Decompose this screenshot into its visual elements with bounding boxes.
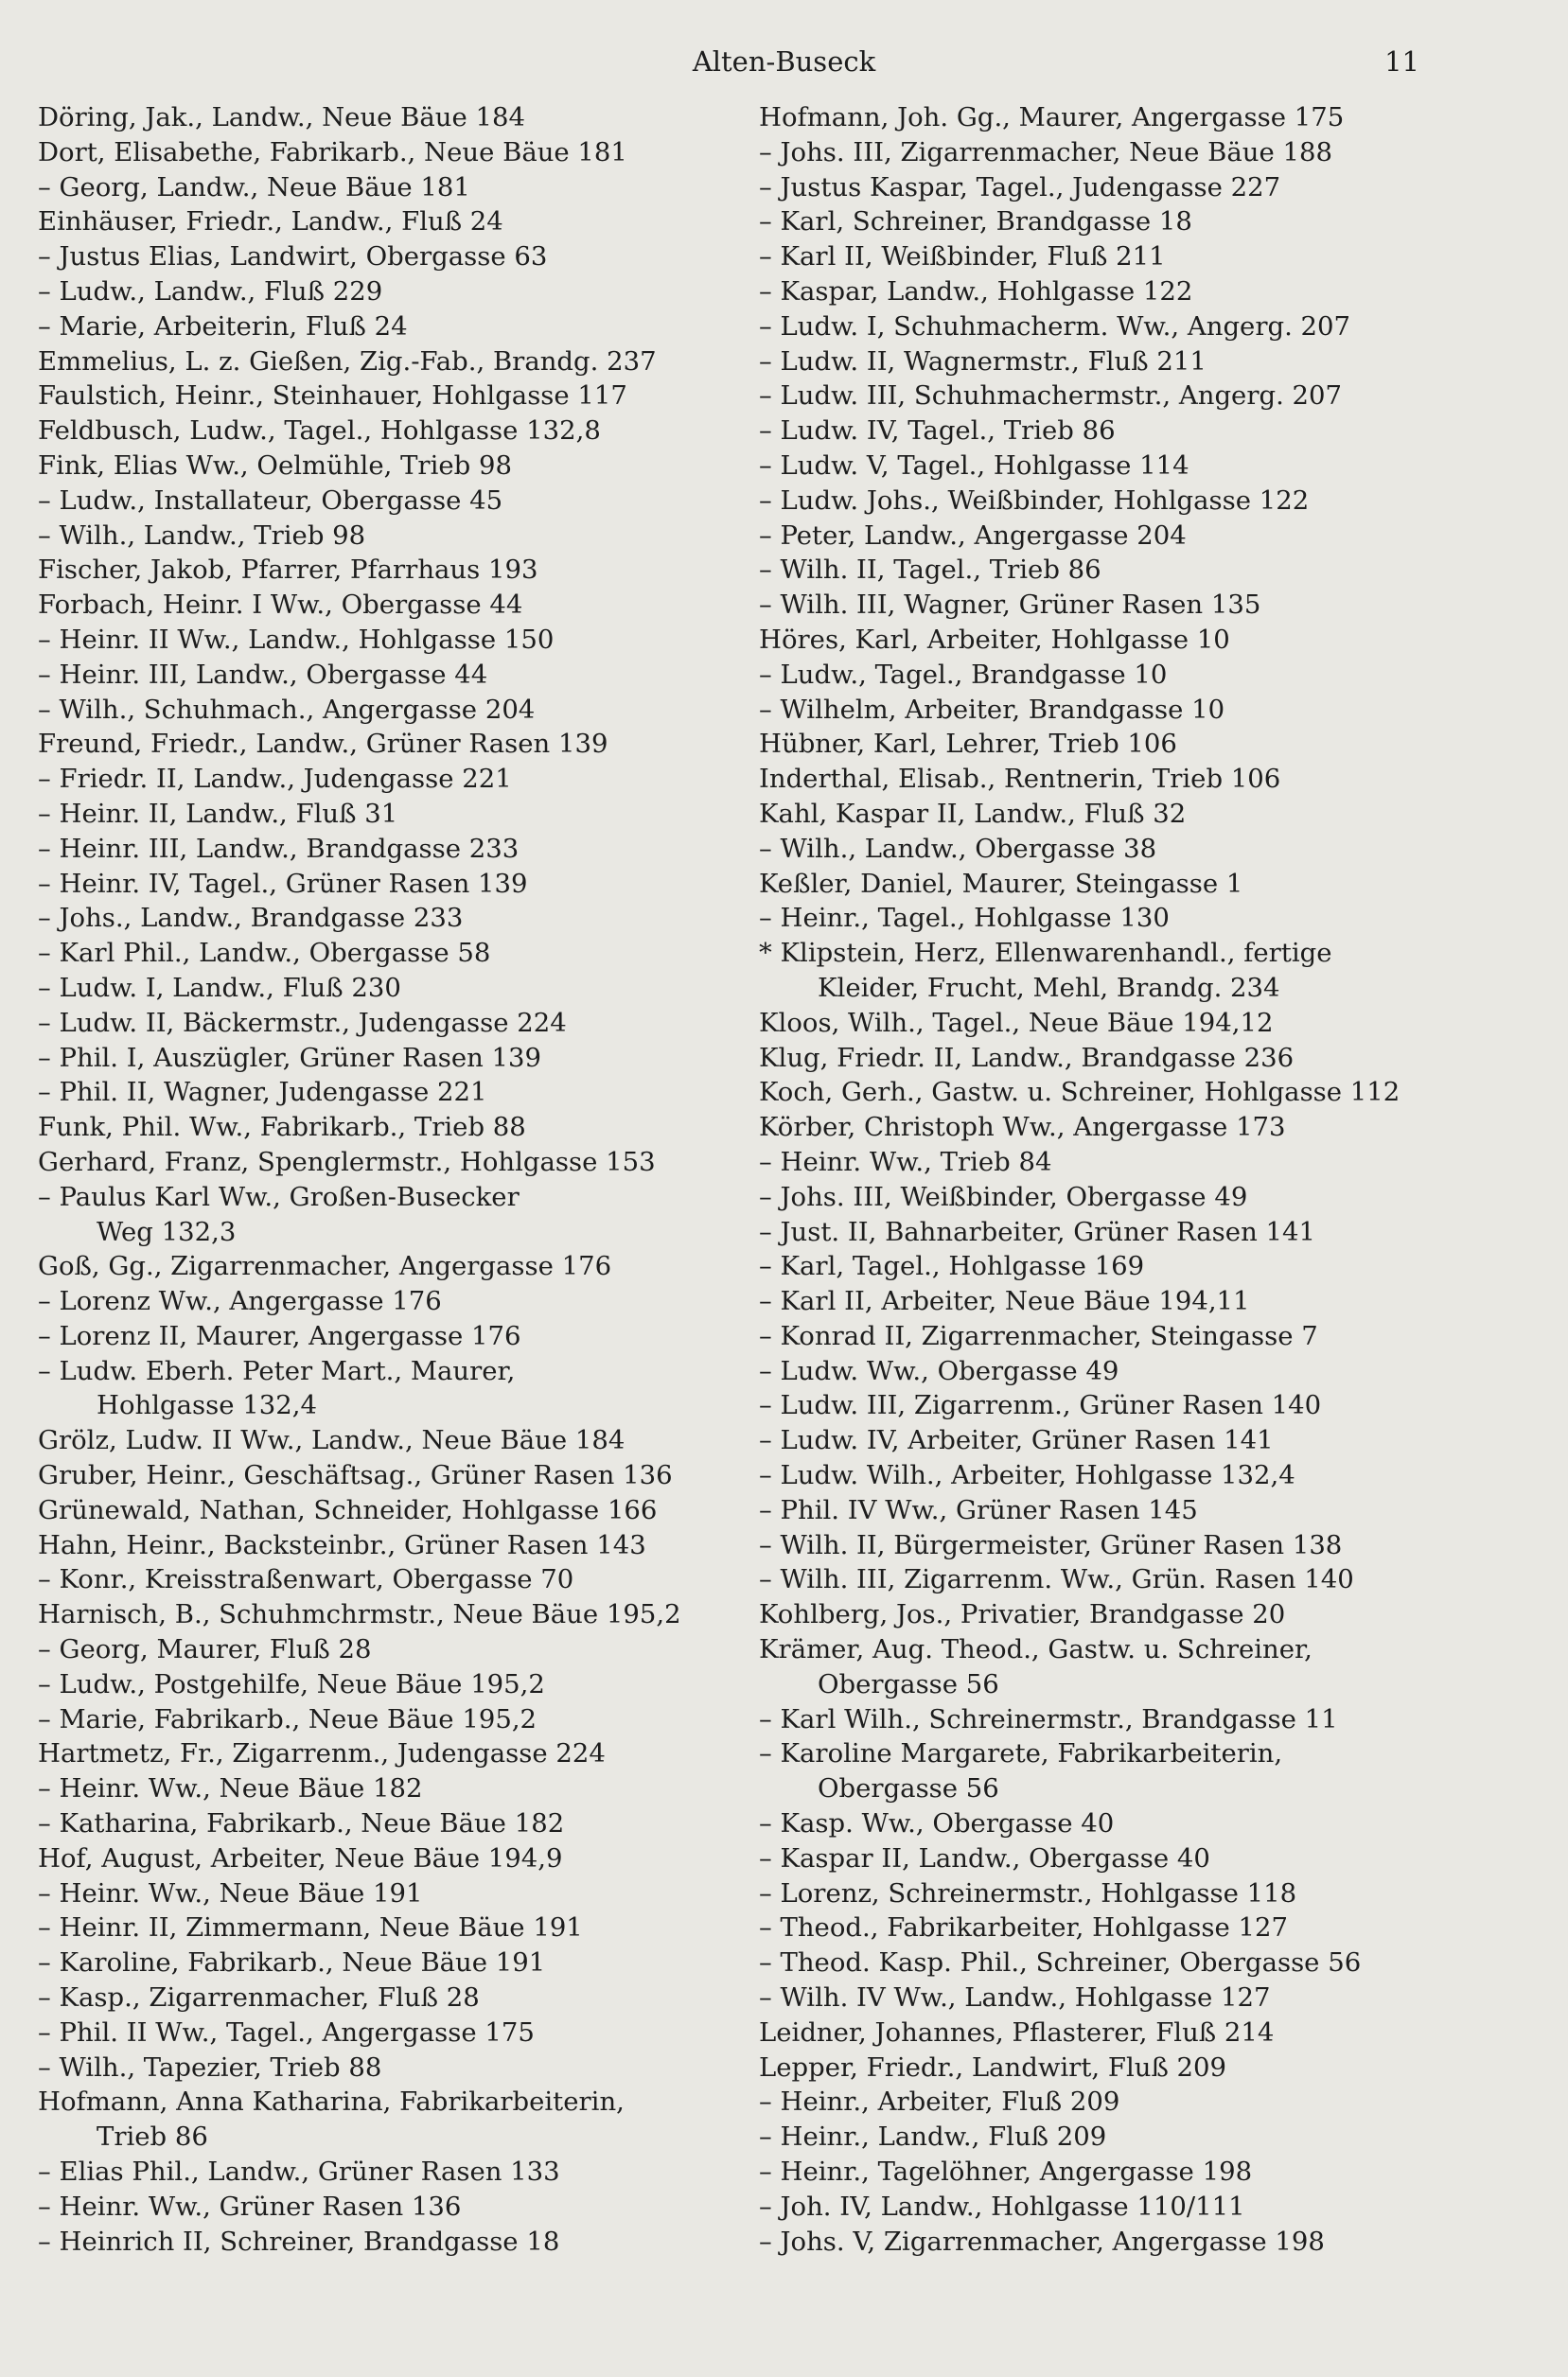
directory-entry: – Ludw. III, Zigarrenm., Grüner Rasen 140 bbox=[759, 1390, 1322, 1421]
directory-entry: – Friedr. II, Landw., Judengasse 221 bbox=[38, 764, 512, 795]
directory-entry: – Wilh., Tapezier, Trieb 88 bbox=[38, 2051, 382, 2083]
directory-entry: – Georg, Landw., Neue Bäue 181 bbox=[38, 171, 470, 202]
directory-entry: – Heinr. II Ww., Landw., Hohlgasse 150 bbox=[38, 624, 555, 655]
directory-entry: Kloos, Wilh., Tagel., Neue Bäue 194,12 bbox=[759, 1007, 1274, 1038]
directory-entry: – Karoline Margarete, Fabrikarbeiterin, bbox=[759, 1738, 1283, 1770]
directory-entry: – Ludw. II, Wagnermstr., Fluß 211 bbox=[759, 345, 1207, 377]
directory-entry: – Ludw., Installateur, Obergasse 45 bbox=[38, 484, 503, 516]
directory-entry: Hübner, Karl, Lehrer, Trieb 106 bbox=[759, 729, 1177, 760]
directory-entry: Faulstich, Heinr., Steinhauer, Hohlgasse 117 bbox=[38, 380, 627, 412]
directory-entry: Hahn, Heinr., Backsteinbr., Grüner Rasen 143 bbox=[38, 1529, 646, 1560]
directory-entry: – Just. II, Bahnarbeiter, Grüner Rasen 141 bbox=[759, 1216, 1316, 1247]
directory-entry: – Johs. III, Weißbinder, Obergasse 49 bbox=[759, 1181, 1248, 1212]
directory-entry: Lepper, Friedr., Landwirt, Fluß 209 bbox=[759, 2051, 1227, 2083]
directory-entry: Emmelius, L. z. Gießen, Zig.-Fab., Brandg. 237 bbox=[38, 345, 657, 377]
directory-entry: Gerhard, Franz, Spenglermstr., Hohlgasse 153 bbox=[38, 1146, 656, 1177]
directory-entry: – Wilh., Landw., Obergasse 38 bbox=[759, 833, 1157, 864]
directory-entry: – Kasp. Ww., Obergasse 40 bbox=[759, 1808, 1115, 1840]
directory-entry: – Johs. III, Zigarrenmacher, Neue Bäue 188 bbox=[759, 136, 1332, 167]
directory-entry: – Ludw. III, Schuhmachermstr., Angerg. 207 bbox=[759, 380, 1343, 412]
directory-entry: Kohlberg, Jos., Privatier, Brandgasse 20 bbox=[759, 1599, 1286, 1630]
directory-entry: – Lorenz II, Maurer, Angergasse 176 bbox=[38, 1320, 521, 1351]
page-header bbox=[0, 45, 1568, 83]
directory-entry: – Heinrich II, Schreiner, Brandgasse 18 bbox=[38, 2226, 560, 2257]
directory-entry: – Heinr. II, Zimmermann, Neue Bäue 191 bbox=[38, 1912, 583, 1944]
directory-entry: – Heinr. Ww., Grüner Rasen 136 bbox=[38, 2191, 462, 2222]
directory-entry: – Justus Kaspar, Tagel., Judengasse 227 bbox=[759, 171, 1281, 202]
directory-entry: – Kaspar II, Landw., Obergasse 40 bbox=[759, 1842, 1210, 1874]
directory-entry: – Wilh. II, Tagel., Trieb 86 bbox=[759, 555, 1101, 586]
directory-entry: – Johs. V, Zigarrenmacher, Angergasse 198 bbox=[759, 2226, 1325, 2257]
directory-entry: – Ludw. II, Bäckermstr., Judengasse 224 bbox=[38, 1007, 567, 1038]
directory-entry: Hofmann, Anna Katharina, Fabrikarbeiterin, bbox=[38, 2086, 625, 2118]
directory-entry: – Peter, Landw., Angergasse 204 bbox=[759, 519, 1187, 551]
directory-entry: Krämer, Aug. Theod., Gastw. u. Schreiner, bbox=[759, 1634, 1313, 1665]
directory-entry: Kahl, Kaspar II, Landw., Fluß 32 bbox=[759, 798, 1187, 829]
left-column bbox=[38, 100, 719, 2259]
directory-entry: Keßler, Daniel, Maurer, Steingasse 1 bbox=[759, 868, 1243, 899]
directory-entry: – Marie, Arbeiterin, Fluß 24 bbox=[38, 310, 408, 342]
directory-entry: – Katharina, Fabrikarb., Neue Bäue 182 bbox=[38, 1808, 565, 1840]
directory-entry: Grünewald, Nathan, Schneider, Hohlgasse 166 bbox=[38, 1494, 658, 1525]
entry-continuation: Hohlgasse 132,4 bbox=[97, 1390, 318, 1421]
directory-entry: – Heinr., Tagelöhner, Angergasse 198 bbox=[759, 2157, 1253, 2188]
directory-entry: Grölz, Ludw. II Ww., Landw., Neue Bäue 184 bbox=[38, 1425, 625, 1456]
directory-entry: Koch, Gerh., Gastw. u. Schreiner, Hohlgasse 112 bbox=[759, 1077, 1401, 1108]
running-title: Alten-Buseck bbox=[692, 45, 876, 78]
directory-entry: – Karl Phil., Landw., Obergasse 58 bbox=[38, 938, 491, 969]
directory-entry: – Kaspar, Landw., Hohlgasse 122 bbox=[759, 275, 1193, 307]
directory-entry: Einhäuser, Friedr., Landw., Fluß 24 bbox=[38, 206, 503, 238]
directory-entry: – Wilh. III, Wagner, Grüner Rasen 135 bbox=[759, 590, 1261, 621]
directory-entry: – Heinr. II, Landw., Fluß 31 bbox=[38, 798, 398, 829]
directory-entry: Klug, Friedr. II, Landw., Brandgasse 236 bbox=[759, 1042, 1295, 1073]
entry-continuation: Obergasse 56 bbox=[818, 1773, 999, 1805]
directory-entry: – Heinr., Landw., Fluß 209 bbox=[759, 2122, 1107, 2153]
directory-entry: Funk, Phil. Ww., Fabrikarb., Trieb 88 bbox=[38, 1112, 526, 1143]
directory-entry: – Karl II, Weißbinder, Fluß 211 bbox=[759, 241, 1166, 273]
directory-entry: – Heinr. Ww., Trieb 84 bbox=[759, 1146, 1052, 1177]
directory-entry: – Theod. Kasp. Phil., Schreiner, Obergasse 56 bbox=[759, 1947, 1362, 1979]
directory-entry: Leidner, Johannes, Pflasterer, Fluß 214 bbox=[759, 2016, 1275, 2048]
directory-entry: – Lorenz Ww., Angergasse 176 bbox=[38, 1286, 442, 1317]
directory-entry: – Phil. II Ww., Tagel., Angergasse 175 bbox=[38, 2016, 535, 2048]
directory-entry: – Konrad II, Zigarrenmacher, Steingasse 7 bbox=[759, 1320, 1318, 1351]
directory-entry: – Phil. I, Auszügler, Grüner Rasen 139 bbox=[38, 1042, 542, 1073]
directory-entry: Hofmann, Joh. Gg., Maurer, Angergasse 175 bbox=[759, 102, 1345, 132]
directory-entry: – Ludw. Eberh. Peter Mart., Maurer, bbox=[38, 1355, 516, 1386]
directory-entry: – Ludw. Ww., Obergasse 49 bbox=[759, 1355, 1119, 1386]
directory-entry: Feldbusch, Ludw., Tagel., Hohlgasse 132,8 bbox=[38, 415, 601, 447]
directory-entry: Inderthal, Elisab., Rentnerin, Trieb 106 bbox=[759, 764, 1281, 795]
directory-entry: – Johs., Landw., Brandgasse 233 bbox=[38, 903, 464, 934]
directory-entry: – Ludw. IV, Arbeiter, Grüner Rasen 141 bbox=[759, 1425, 1274, 1456]
directory-entry: – Justus Elias, Landwirt, Obergasse 63 bbox=[38, 241, 548, 273]
directory-entry: – Karl Wilh., Schreinermstr., Brandgasse 11 bbox=[759, 1703, 1338, 1734]
directory-entry: – Phil. IV Ww., Grüner Rasen 145 bbox=[759, 1494, 1198, 1525]
directory-entry: – Heinr., Tagel., Hohlgasse 130 bbox=[759, 903, 1170, 934]
directory-entry: – Ludw. V, Tagel., Hohlgasse 114 bbox=[759, 449, 1189, 481]
directory-entry: Goß, Gg., Zigarrenmacher, Angergasse 176 bbox=[38, 1251, 612, 1282]
directory-entry: Hartmetz, Fr., Zigarrenm., Judengasse 224 bbox=[38, 1738, 606, 1770]
directory-entry: – Heinr. III, Landw., Brandgasse 233 bbox=[38, 833, 520, 864]
directory-entry: – Ludw. Johs., Weißbinder, Hohlgasse 122 bbox=[759, 484, 1310, 516]
directory-entry: Fischer, Jakob, Pfarrer, Pfarrhaus 193 bbox=[38, 555, 538, 586]
directory-entry: – Heinr. III, Landw., Obergasse 44 bbox=[38, 659, 488, 690]
directory-entry: – Heinr., Arbeiter, Fluß 209 bbox=[759, 2086, 1120, 2118]
directory-entry: – Heinr. IV, Tagel., Grüner Rasen 139 bbox=[38, 868, 528, 899]
directory-entry: – Wilh. IV Ww., Landw., Hohlgasse 127 bbox=[759, 1982, 1271, 2014]
entry-continuation: Kleider, Frucht, Mehl, Brandg. 234 bbox=[818, 972, 1280, 1003]
directory-entry: – Konr., Kreisstraßenwart, Obergasse 70 bbox=[38, 1564, 574, 1595]
directory-entry: – Ludw. IV, Tagel., Trieb 86 bbox=[759, 415, 1116, 447]
directory-entry: – Wilh. II, Bürgermeister, Grüner Rasen 138 bbox=[759, 1529, 1343, 1560]
directory-entry: – Ludw. Wilh., Arbeiter, Hohlgasse 132,4 bbox=[759, 1460, 1295, 1491]
directory-entry: – Marie, Fabrikarb., Neue Bäue 195,2 bbox=[38, 1703, 537, 1734]
directory-entry: – Paulus Karl Ww., Großen-Busecker bbox=[38, 1181, 520, 1212]
entry-continuation: Obergasse 56 bbox=[818, 1668, 999, 1699]
directory-entry: Döring, Jak., Landw., Neue Bäue 184 bbox=[38, 102, 526, 132]
directory-entry: – Wilh., Schuhmach., Angergasse 204 bbox=[38, 694, 536, 725]
entry-continuation: Weg 132,3 bbox=[97, 1216, 237, 1247]
directory-entry: – Karl, Tagel., Hohlgasse 169 bbox=[759, 1251, 1145, 1282]
directory-entry: – Georg, Maurer, Fluß 28 bbox=[38, 1634, 372, 1665]
directory-entry: – Joh. IV, Landw., Hohlgasse 110/111 bbox=[759, 2191, 1245, 2222]
directory-entry: Freund, Friedr., Landw., Grüner Rasen 139 bbox=[38, 729, 608, 760]
directory-entry: * Klipstein, Herz, Ellenwarenhandl., fertige bbox=[759, 938, 1332, 969]
directory-entry: – Ludw. I, Schuhmacherm. Ww., Angerg. 207 bbox=[759, 310, 1351, 342]
directory-entry: Gruber, Heinr., Geschäftsag., Grüner Rasen 136 bbox=[38, 1460, 673, 1491]
directory-entry: Harnisch, B., Schuhmchrmstr., Neue Bäue 195,2 bbox=[38, 1599, 681, 1630]
directory-entry: – Lorenz, Schreinermstr., Hohlgasse 118 bbox=[759, 1877, 1297, 1909]
directory-entry: – Wilhelm, Arbeiter, Brandgasse 10 bbox=[759, 694, 1225, 725]
directory-entry: Körber, Christoph Ww., Angergasse 173 bbox=[759, 1112, 1286, 1143]
directory-entry: – Karoline, Fabrikarb., Neue Bäue 191 bbox=[38, 1947, 546, 1979]
directory-entry: Hof, August, Arbeiter, Neue Bäue 194,9 bbox=[38, 1842, 563, 1874]
directory-entry: Fink, Elias Ww., Oelmühle, Trieb 98 bbox=[38, 449, 512, 481]
directory-entry: – Wilh., Landw., Trieb 98 bbox=[38, 519, 366, 551]
directory-entry: – Ludw. I, Landw., Fluß 230 bbox=[38, 972, 401, 1003]
directory-entry: – Heinr. Ww., Neue Bäue 191 bbox=[38, 1877, 423, 1909]
directory-entry: Dort, Elisabethe, Fabrikarb., Neue Bäue 181 bbox=[38, 136, 627, 167]
directory-entry: Forbach, Heinr. I Ww., Obergasse 44 bbox=[38, 590, 523, 621]
directory-entry: – Ludw., Tagel., Brandgasse 10 bbox=[759, 659, 1168, 690]
directory-entry: – Ludw., Landw., Fluß 229 bbox=[38, 275, 383, 307]
directory-entry: – Kasp., Zigarrenmacher, Fluß 28 bbox=[38, 1982, 480, 2014]
directory-entry: – Karl II, Arbeiter, Neue Bäue 194,11 bbox=[759, 1286, 1250, 1317]
directory-entry: Höres, Karl, Arbeiter, Hohlgasse 10 bbox=[759, 624, 1230, 655]
directory-entry: – Theod., Fabrikarbeiter, Hohlgasse 127 bbox=[759, 1912, 1288, 1944]
directory-entry: – Ludw., Postgehilfe, Neue Bäue 195,2 bbox=[38, 1668, 545, 1699]
directory-entry: – Heinr. Ww., Neue Bäue 182 bbox=[38, 1773, 423, 1805]
directory-entry: – Wilh. III, Zigarrenm. Ww., Grün. Rasen 140 bbox=[759, 1564, 1354, 1595]
page-number: 11 bbox=[1384, 45, 1419, 78]
directory-entry: – Karl, Schreiner, Brandgasse 18 bbox=[759, 206, 1192, 238]
directory-entry: – Phil. II, Wagner, Judengasse 221 bbox=[38, 1077, 487, 1108]
entry-continuation: Trieb 86 bbox=[97, 2122, 208, 2153]
right-column bbox=[759, 100, 1440, 2259]
directory-entry: – Elias Phil., Landw., Grüner Rasen 133 bbox=[38, 2157, 560, 2188]
